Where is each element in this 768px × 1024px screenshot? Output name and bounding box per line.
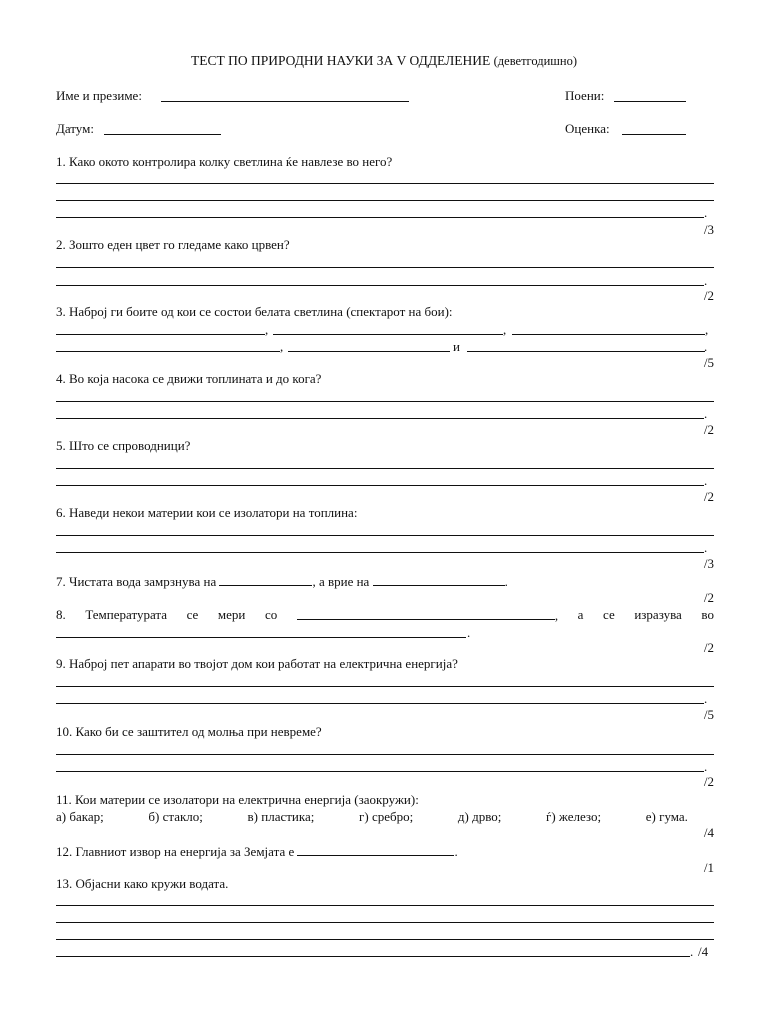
- energy-source-blank[interactable]: [297, 843, 454, 856]
- question-8-points: /2: [703, 640, 714, 655]
- points-field[interactable]: [614, 101, 686, 102]
- option-v[interactable]: в) пластика;: [247, 809, 315, 824]
- name-field[interactable]: [161, 101, 409, 102]
- answer-blank[interactable]: [512, 334, 705, 335]
- q8-word: со: [264, 607, 278, 622]
- question-8-end: .: [467, 625, 471, 640]
- grade-label: Оценка:: [565, 121, 610, 136]
- question-4: 4. Во која насока се движи топлината и до кога?: [56, 371, 322, 386]
- answer-line[interactable]: [56, 217, 704, 218]
- answer-line[interactable]: [56, 922, 714, 923]
- unit-blank[interactable]: [56, 637, 466, 638]
- line-end-dot: .: [704, 273, 708, 288]
- question-5: 5. Што се спроводници?: [56, 438, 191, 453]
- answer-line[interactable]: [56, 535, 714, 536]
- line-end-dot: .: [704, 406, 708, 421]
- question-11-options: [56, 809, 688, 824]
- question-9-points: /5: [703, 707, 714, 722]
- title-subtitle: (деветгодишно): [493, 54, 578, 68]
- question-10-points: /2: [703, 774, 714, 789]
- question-2: 2. Зошто еден цвет го гледаме како црвен?: [56, 237, 290, 252]
- instrument-blank[interactable]: [297, 607, 555, 620]
- line-end-dot: .: [704, 540, 708, 555]
- question-12-points: /1: [703, 860, 714, 875]
- question-8: [56, 607, 714, 623]
- line-end-dot: .: [704, 691, 708, 706]
- option-e[interactable]: е) гума.: [645, 809, 688, 824]
- line-end-dot: .: [704, 473, 708, 488]
- name-label: Име и презиме:: [56, 88, 142, 103]
- title-main: ТЕСТ ПО ПРИРОДНИ НАУКИ ЗА V ОДДЕЛЕНИЕ: [190, 53, 491, 68]
- answer-line[interactable]: [56, 418, 704, 419]
- answer-blank[interactable]: [467, 351, 705, 352]
- option-d[interactable]: д) дрво;: [457, 809, 502, 824]
- answer-blank[interactable]: [273, 334, 503, 335]
- question-7-part-b: , а врие на: [312, 574, 370, 589]
- question-3: 3. Наброј ги боите од кои се состои белата светлина (спектарот на бои):: [56, 304, 453, 319]
- option-b[interactable]: б) стакло;: [148, 809, 203, 824]
- q8-word: се: [186, 607, 199, 622]
- answer-line[interactable]: [56, 401, 714, 402]
- question-6: 6. Наведи некои материи кои се изолатори на топлина:: [56, 505, 358, 520]
- question-1-points: /3: [703, 222, 714, 237]
- test-title: [0, 53, 768, 69]
- q8-word: Температурата: [85, 607, 167, 622]
- answer-line[interactable]: [56, 956, 690, 957]
- question-5-points: /2: [703, 489, 714, 504]
- q8-word: изразува: [634, 607, 682, 622]
- question-11-points: /4: [703, 825, 714, 840]
- answer-line[interactable]: [56, 754, 714, 755]
- question-7-part-a: 7. Чистата вода замрзнува на: [56, 574, 217, 589]
- option-g[interactable]: г) сребро;: [359, 809, 414, 824]
- points-label: Поени:: [565, 88, 605, 103]
- and-word: и: [453, 339, 460, 354]
- question-13: 13. Објасни како кружи водата.: [56, 876, 229, 891]
- answer-blank[interactable]: [288, 351, 450, 352]
- question-4-points: /2: [703, 422, 714, 437]
- line-end-dot: .: [704, 205, 708, 220]
- question-13-end: .: [690, 944, 694, 959]
- freezing-blank[interactable]: [219, 573, 312, 586]
- answer-line[interactable]: [56, 939, 714, 940]
- question-9: 9. Наброј пет апарати во твојот дом кои работат на електрична енергија?: [56, 656, 458, 671]
- line-end-dot: .: [704, 759, 708, 774]
- comma: ,: [503, 322, 507, 337]
- q8-word: се: [603, 607, 615, 622]
- answer-line[interactable]: [56, 485, 704, 486]
- option-gj[interactable]: ѓ) железо;: [546, 809, 602, 824]
- answer-line[interactable]: [56, 771, 704, 772]
- question-7-points: /2: [703, 590, 714, 605]
- question-11: 11. Кои материи се изолатори на електрична енергија (заокружи):: [56, 792, 419, 807]
- date-field[interactable]: [104, 134, 221, 135]
- answer-line[interactable]: [56, 905, 714, 906]
- question-6-points: /3: [703, 556, 714, 571]
- answer-blank[interactable]: [56, 334, 265, 335]
- answer-line[interactable]: [56, 267, 714, 268]
- question-3-points: /5: [703, 355, 714, 370]
- comma: ,: [265, 322, 269, 337]
- q8-word: ,: [554, 608, 559, 623]
- question-7-end: .: [504, 574, 508, 589]
- q8-word: 8.: [56, 607, 66, 622]
- question-7: [56, 573, 508, 589]
- answer-line[interactable]: [56, 200, 714, 201]
- answer-line[interactable]: [56, 183, 714, 184]
- question-12: [56, 843, 458, 859]
- answer-line[interactable]: [56, 468, 714, 469]
- line-end-dot: .: [704, 339, 708, 354]
- option-a[interactable]: а) бакар;: [56, 809, 104, 824]
- date-label: Датум:: [56, 121, 94, 136]
- grade-field[interactable]: [622, 134, 686, 135]
- boiling-blank[interactable]: [373, 573, 505, 586]
- question-1: 1. Како окото контролира колку светлина ќе навлезе во него?: [56, 154, 393, 169]
- question-10: 10. Како би се заштител од молња при невреме?: [56, 724, 322, 739]
- answer-blank[interactable]: [56, 351, 280, 352]
- question-12-end: .: [454, 844, 458, 859]
- comma: ,: [280, 339, 284, 354]
- answer-line[interactable]: [56, 285, 704, 286]
- answer-line[interactable]: [56, 552, 704, 553]
- q8-word: мери: [217, 607, 246, 622]
- answer-line[interactable]: [56, 686, 714, 687]
- q8-word: во: [701, 607, 714, 622]
- question-2-points: /2: [703, 288, 714, 303]
- question-12-text: 12. Главниот извор на енергија за Земјата е: [56, 844, 295, 859]
- q8-word: а: [577, 607, 584, 622]
- question-13-points: /4: [698, 944, 709, 959]
- comma: ,: [705, 322, 709, 337]
- answer-line[interactable]: [56, 703, 704, 704]
